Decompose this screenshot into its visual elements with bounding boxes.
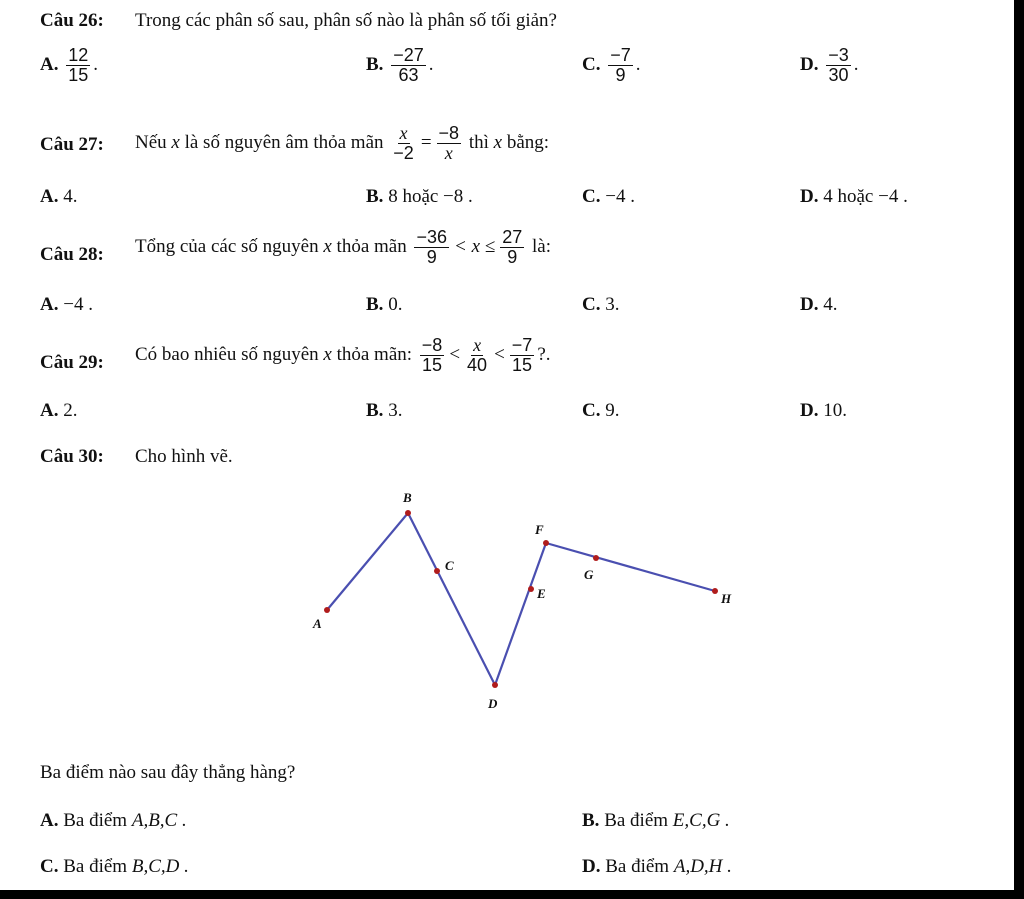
option-c[interactable]: C. −4 . — [582, 186, 635, 207]
question-label: Câu 27: — [40, 134, 104, 155]
point-g — [593, 555, 599, 561]
option-b[interactable]: B. $\frac{-27}{63}$ . — [366, 45, 434, 85]
point-e — [528, 586, 534, 592]
option-a[interactable]: A. Ba điểm A,B,C . — [40, 810, 187, 831]
option-b[interactable]: B. Ba điểm E,C,G . — [582, 810, 730, 831]
fraction: $\frac{x}{-2}$ — [393, 123, 414, 163]
option-d[interactable]: D. 10. — [800, 400, 847, 421]
point-c — [434, 568, 440, 574]
label-b: B — [403, 490, 412, 505]
option-d[interactable]: D. 4 hoặc −4 . — [800, 186, 908, 207]
line-f-h — [546, 543, 715, 591]
question-label: Câu 30: — [40, 446, 104, 467]
option-d[interactable]: D. 4. — [800, 294, 838, 315]
fraction: $\frac{-7}{9}$ — [610, 45, 631, 85]
option-d[interactable]: D. $\frac{-3}{30}$ . — [800, 45, 859, 85]
fraction: $\frac{-27}{63}$ — [393, 45, 424, 85]
fraction: $\frac{-8}{x}$ — [438, 123, 460, 163]
fraction: $\frac{x}{40}$ — [467, 335, 488, 375]
line-b-d — [408, 513, 495, 685]
point-f — [543, 540, 549, 546]
line-d-f — [495, 543, 546, 685]
question-text: Tổng của các số nguyên x thỏa mãn $\frac{-36}{9}$ < x ≤ $\frac{27}{9}$ là: — [135, 227, 551, 267]
fraction: $\frac{-8}{15}$ — [421, 335, 443, 375]
fraction: $\frac{-7}{15}$ — [511, 335, 533, 375]
question-label: Câu 29: — [40, 352, 104, 373]
option-b[interactable]: B. 0. — [366, 294, 403, 315]
fraction: $\frac{-36}{9}$ — [416, 227, 448, 267]
option-c[interactable]: C. 9. — [582, 400, 620, 421]
point-d — [492, 682, 498, 688]
fraction: $\frac{27}{9}$ — [502, 227, 523, 267]
option-a[interactable]: A. −4 . — [40, 294, 93, 315]
label-a: A — [313, 616, 322, 631]
label-d: D — [488, 696, 498, 711]
fraction: $\frac{-3}{30}$ — [828, 45, 849, 85]
option-a[interactable]: A. $\frac{12}{15}$ . — [40, 45, 99, 85]
label-h: H — [721, 591, 732, 606]
question-text: Có bao nhiêu số nguyên x thỏa mãn: $\frac{-8}{15}$ < $\frac{x}{40}$ < $\frac{-7}{15}$ ?. — [135, 335, 551, 375]
question-text: Trong các phân số sau, phân số nào là phân số tối giản? — [135, 10, 557, 31]
option-a[interactable]: A. 2. — [40, 400, 78, 421]
question-text: Nếu x là số nguyên âm thỏa mãn $\frac{x}{-2}$ = $\frac{-8}{x}$ thì x bằng: — [135, 123, 550, 163]
option-b[interactable]: B. 8 hoặc −8 . — [366, 186, 473, 207]
option-b[interactable]: B. 3. — [366, 400, 403, 421]
line-a-b — [327, 513, 408, 610]
label-c: C — [445, 558, 454, 573]
point-b — [405, 510, 411, 516]
question-label: Câu 28: — [40, 244, 104, 265]
question-text: Cho hình vẽ. — [135, 446, 233, 467]
option-c[interactable]: C. 3. — [582, 294, 620, 315]
figure-lines — [327, 513, 715, 685]
label-e: E — [537, 586, 546, 601]
point-h — [712, 588, 718, 594]
question-label: Câu 26: — [40, 10, 104, 31]
geometry-figure — [300, 485, 760, 715]
fraction: $\frac{12}{15}$ — [68, 45, 89, 85]
option-c[interactable]: C. Ba điểm B,C,D . — [40, 856, 189, 877]
point-a — [324, 607, 330, 613]
label-f: F — [535, 522, 544, 537]
option-d[interactable]: D. Ba điểm A,D,H . — [582, 856, 732, 877]
prompt-text: Ba điểm nào sau đây thẳng hàng? — [40, 762, 296, 783]
label-g: G — [584, 567, 594, 582]
option-a[interactable]: A. 4. — [40, 186, 78, 207]
figure-points — [324, 510, 718, 688]
option-c[interactable]: C. $\frac{-7}{9}$ . — [582, 45, 641, 85]
